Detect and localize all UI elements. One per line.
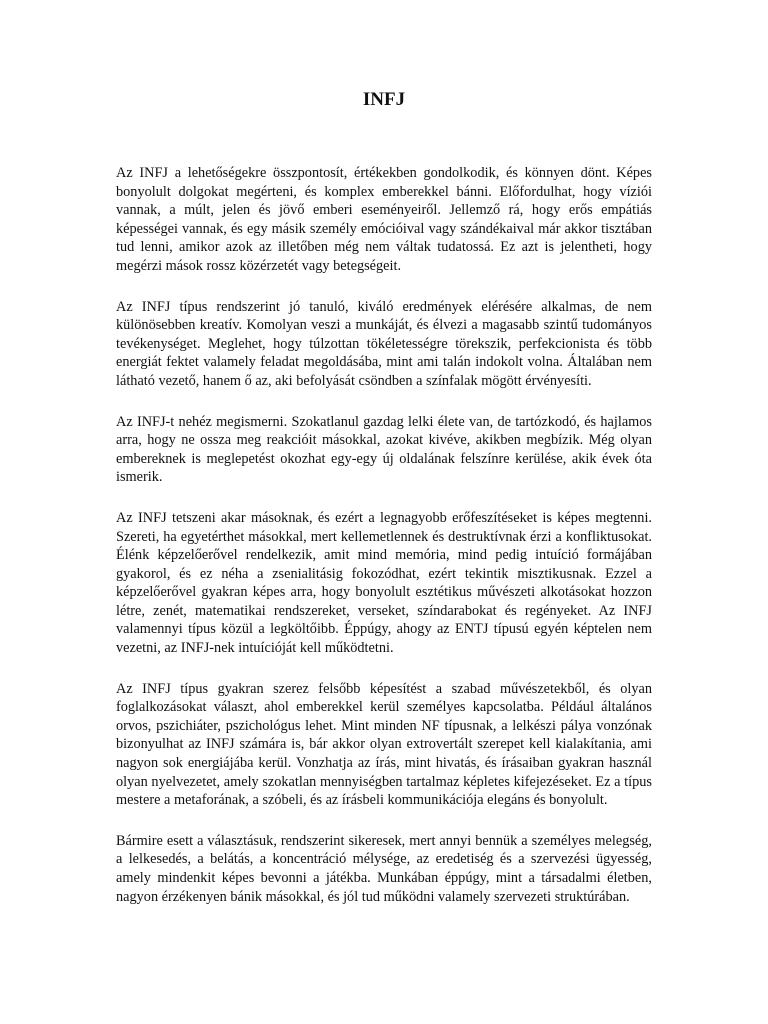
paragraph-5: Az INFJ típus gyakran szerez felsőbb képesítést a szabad művészetekből, és olyan foglalkozásokat választ, ahol emberekkel kerül személyes kapcsolatba. Például általános orvos, pszichiáter, pszichológus lehet. Mint minden NF típusnak, a lelkészi pálya vonzónak bizonyulhat az INFJ számára is, bár akkor olyan extrovertált szerepet kell kialakítania, ami nagyon sok energiájába kerül. Vonzhatja az írás, mint hivatás, és írásaiban gyakran használ olyan nyelvezetet, amely szokatlan mennyiségben tartalmaz képletes kifejezéseket. Ez a típus mestere a metaforának, a szóbeli, és az írásbeli kommunikációja elegáns és bonyolult. xyxy=(116,680,652,809)
document-body xyxy=(116,164,652,928)
paragraph-4: Az INFJ tetszeni akar másoknak, és ezért a legnagyobb erőfeszítéseket is képes megtenni. Szereti, ha egyetérthet másokkal, mert kellemetlennek és destruktívnak érzi a konfliktusokat. Élénk képzelőerővel rendelkezik, amit mind memória, mind pedig intuíció formájában gyakorol, és ez néha a zsenialitásig fokozódhat, ezért tekintik misztikusnak. Ezzel a képzelőerővel gyakran képes arra, hogy bonyolult esztétikus művészeti alkotásokat hozzon létre, zenét, matematikai rendszereket, verseket, színdarabokat és regényeket. Az INFJ valamennyi típus közül a legköltőibb. Éppúgy, ahogy az ENTJ típusú egyén képtelen nem vezetni, az INFJ-nek intuícióját kell működtetni. xyxy=(116,509,652,657)
paragraph-1: Az INFJ a lehetőségekre összpontosít, értékekben gondolkodik, és könnyen dönt. Képes bonyolult dolgokat megérteni, és komplex emberekkel bánni. Előfordulhat, hogy víziói vannak, a múlt, jelen és jövő emberi eseményeiről. Jellemző rá, hogy erős empátiás képességei vannak, és egy másik személy emócióival vagy szándékaival már akkor tisztában tud lenni, amikor azok az illetőben még nem váltak tudatossá. Ez azt is jelentheti, hogy megérzi mások rossz közérzetét vagy betegségeit. xyxy=(116,165,652,274)
paragraph-2: Az INFJ típus rendszerint jó tanuló, kiváló eredmények elérésére alkalmas, de nem különösebben kreatív. Komolyan veszi a munkáját, és élvezi a magasabb szintű tudományos tevékenységet. Meglehet, hogy túlzottan tökéletességre törekszik, perfekcionista és több energiát fektet valamely feladat megoldásába, mint ami talán indokolt volna. Általában nem látható vezető, hanem ő az, aki befolyását csöndben a színfalak mögött érvényesíti. xyxy=(116,298,652,389)
paragraph-3: Az INFJ-t nehéz megismerni. Szokatlanul gazdag lelki élete van, de tartózkodó, és hajlamos arra, hogy ne ossza meg reakcióit másokkal, azokat kivéve, akikben megbízik. Még olyan embereknek is meglepetést okozhat egy-egy új oldalának felszínre kerülése, akik évek óta ismerik. xyxy=(116,413,652,486)
document-title: INFJ xyxy=(362,89,406,110)
paragraph-6: Bármire esett a választásuk, rendszerint sikeresek, mert annyi bennük a személyes melegség, a lelkesedés, a belátás, a koncentráció mélysége, az eredetiség és a szervezési ügyesség, amely mindenkit képes bevonni a játékba. Munkában éppúgy, mint a társadalmi életben, nagyon érzékenyen bánik másokkal, és jól tud működni valamely szervezeti struktúrában. xyxy=(116,832,652,905)
